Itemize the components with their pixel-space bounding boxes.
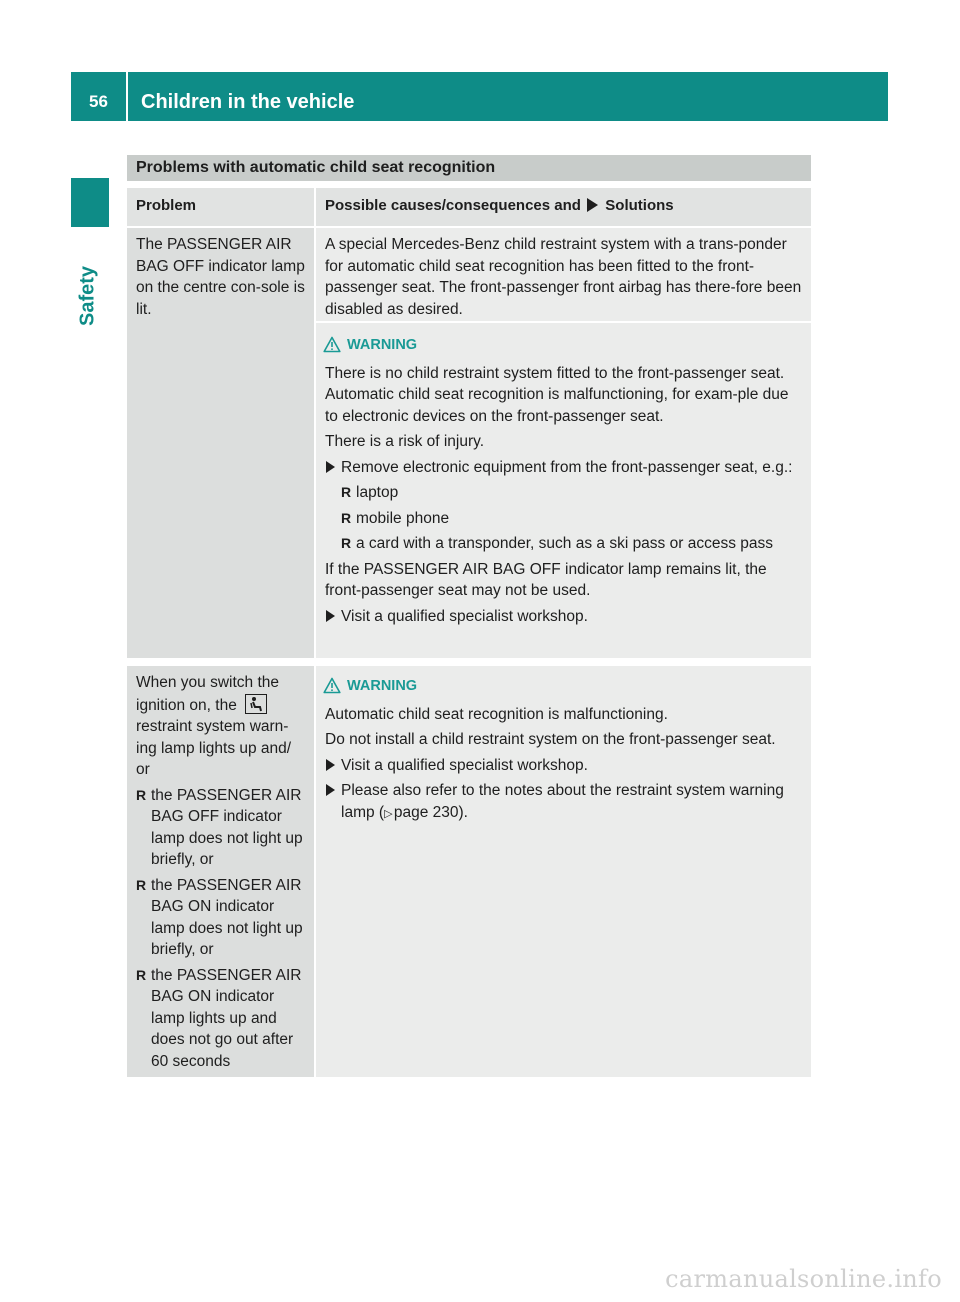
row2-warning-title [347,676,805,698]
list-item [136,965,308,1073]
chapter-title: Children in the vehicle [141,91,355,113]
row2-warning-label: WARNING [347,678,418,694]
row1-note-text: If the PASSENGER AIR BAG OFF indicator lamp remains lit, the front-passenger seat may not be used. [325,560,767,599]
row2-warning-text: Automatic child seat recognition is malfunctioning. [325,705,668,723]
list-item-text: mobile phone [356,509,450,527]
row2-step-refer [325,780,805,825]
list-item-text: the PASSENGER AIR BAG ON indicator lamp does not light up briefly, or [151,876,303,958]
bullet-marker: R [136,966,147,983]
action-arrow-icon [326,610,335,622]
watermark: carmanualsonline.info [665,1265,942,1293]
page-reference-arrow-icon: ▷ [384,807,393,820]
bullet-marker: R [341,535,352,551]
problems-table [127,155,811,181]
row2-warning-cell [316,666,811,1077]
column-header-problem-label: Problem [136,197,197,214]
row2-step-refer-text: Please also refer to the notes about the restraint system warning lamp ( [341,782,784,821]
row1-warning-text: There is no child restraint system fitted to the front-passenger seat. Automatic child seat recognition is malfunctioning, for exam-ple due to electronic devices on the front-passenger seat. [325,364,789,425]
row1-device-list [325,482,805,555]
row2-problem-intro-b: restraint system warn-ing lamp lights up and/ or [136,718,292,778]
list-item [136,875,308,961]
row1-problem-cell [127,228,314,658]
header-divider [126,72,128,121]
row2-step-workshop-text: Visit a qualified specialist workshop. [341,756,588,774]
list-item [341,482,805,504]
page-number: 56 [89,92,108,111]
row2-problem-intro-a: When you switch the ignition on, the [136,674,280,714]
list-item-text: a card with a transponder, such as a ski pass or access pass [356,535,773,552]
list-item [341,533,805,555]
list-item-text: the PASSENGER AIR BAG OFF indicator lamp does not light up briefly, or [151,786,303,868]
bullet-marker: R [341,484,352,500]
row2-instruction-text: Do not install a child restraint system on the front-passenger seat. [325,731,776,748]
row1-step-remove-text: Remove electronic equipment from the front-passenger seat, e.g.: [341,458,793,476]
section-tab-marker [71,178,109,227]
action-arrow-icon [587,198,598,212]
column-header-solutions-prefix: Possible causes/consequences and [325,197,581,214]
warning-triangle-icon [323,336,341,353]
row1-step-workshop-text: Visit a qualified specialist workshop. [341,607,588,625]
column-header-solutions [316,188,811,226]
column-header-solutions-suffix: Solutions [605,197,674,214]
row2-problem-cell [127,666,314,1077]
list-item [136,785,308,871]
action-arrow-icon [326,461,335,473]
list-item-text: laptop [356,484,399,501]
row1-risk-text: There is a risk of injury. [325,433,485,450]
row2-step-workshop [325,755,805,777]
table-title: Problems with automatic child seat recognition [127,155,811,181]
bullet-marker: R [136,786,147,803]
row1-problem-text: The PASSENGER AIR BAG OFF indicator lamp on the centre con-sole is lit. [136,236,305,318]
section-label: Safety [76,265,99,327]
list-item [341,508,805,530]
row1-warning-title [347,335,805,357]
row1-cause-cell [316,228,811,321]
action-arrow-icon [326,784,335,796]
row2-problem-intro [136,672,308,781]
seat-occupant-icon [245,694,267,714]
row1-step-remove [325,457,805,479]
column-header-problem [127,188,314,226]
page-reference-link[interactable]: page 230). [393,803,468,821]
row1-step-workshop [325,606,805,628]
row1-warning-cell [316,323,811,658]
bullet-marker: R [341,509,352,526]
header-bar [71,72,888,121]
list-item-text: the PASSENGER AIR BAG ON indicator lamp lights up and does not go out after 60 seconds [151,966,302,1070]
warning-triangle-icon [323,677,341,694]
bullet-marker: R [136,876,147,893]
row1-warning-label: WARNING [347,337,418,353]
action-arrow-icon [326,759,335,771]
row1-cause-text: A special Mercedes-Benz child restraint system with a trans-ponder for automatic child seat recognition has been fitted to the front-passenger seat. The front-passenger front airbag has there-fore been disabled as desired. [325,236,802,318]
